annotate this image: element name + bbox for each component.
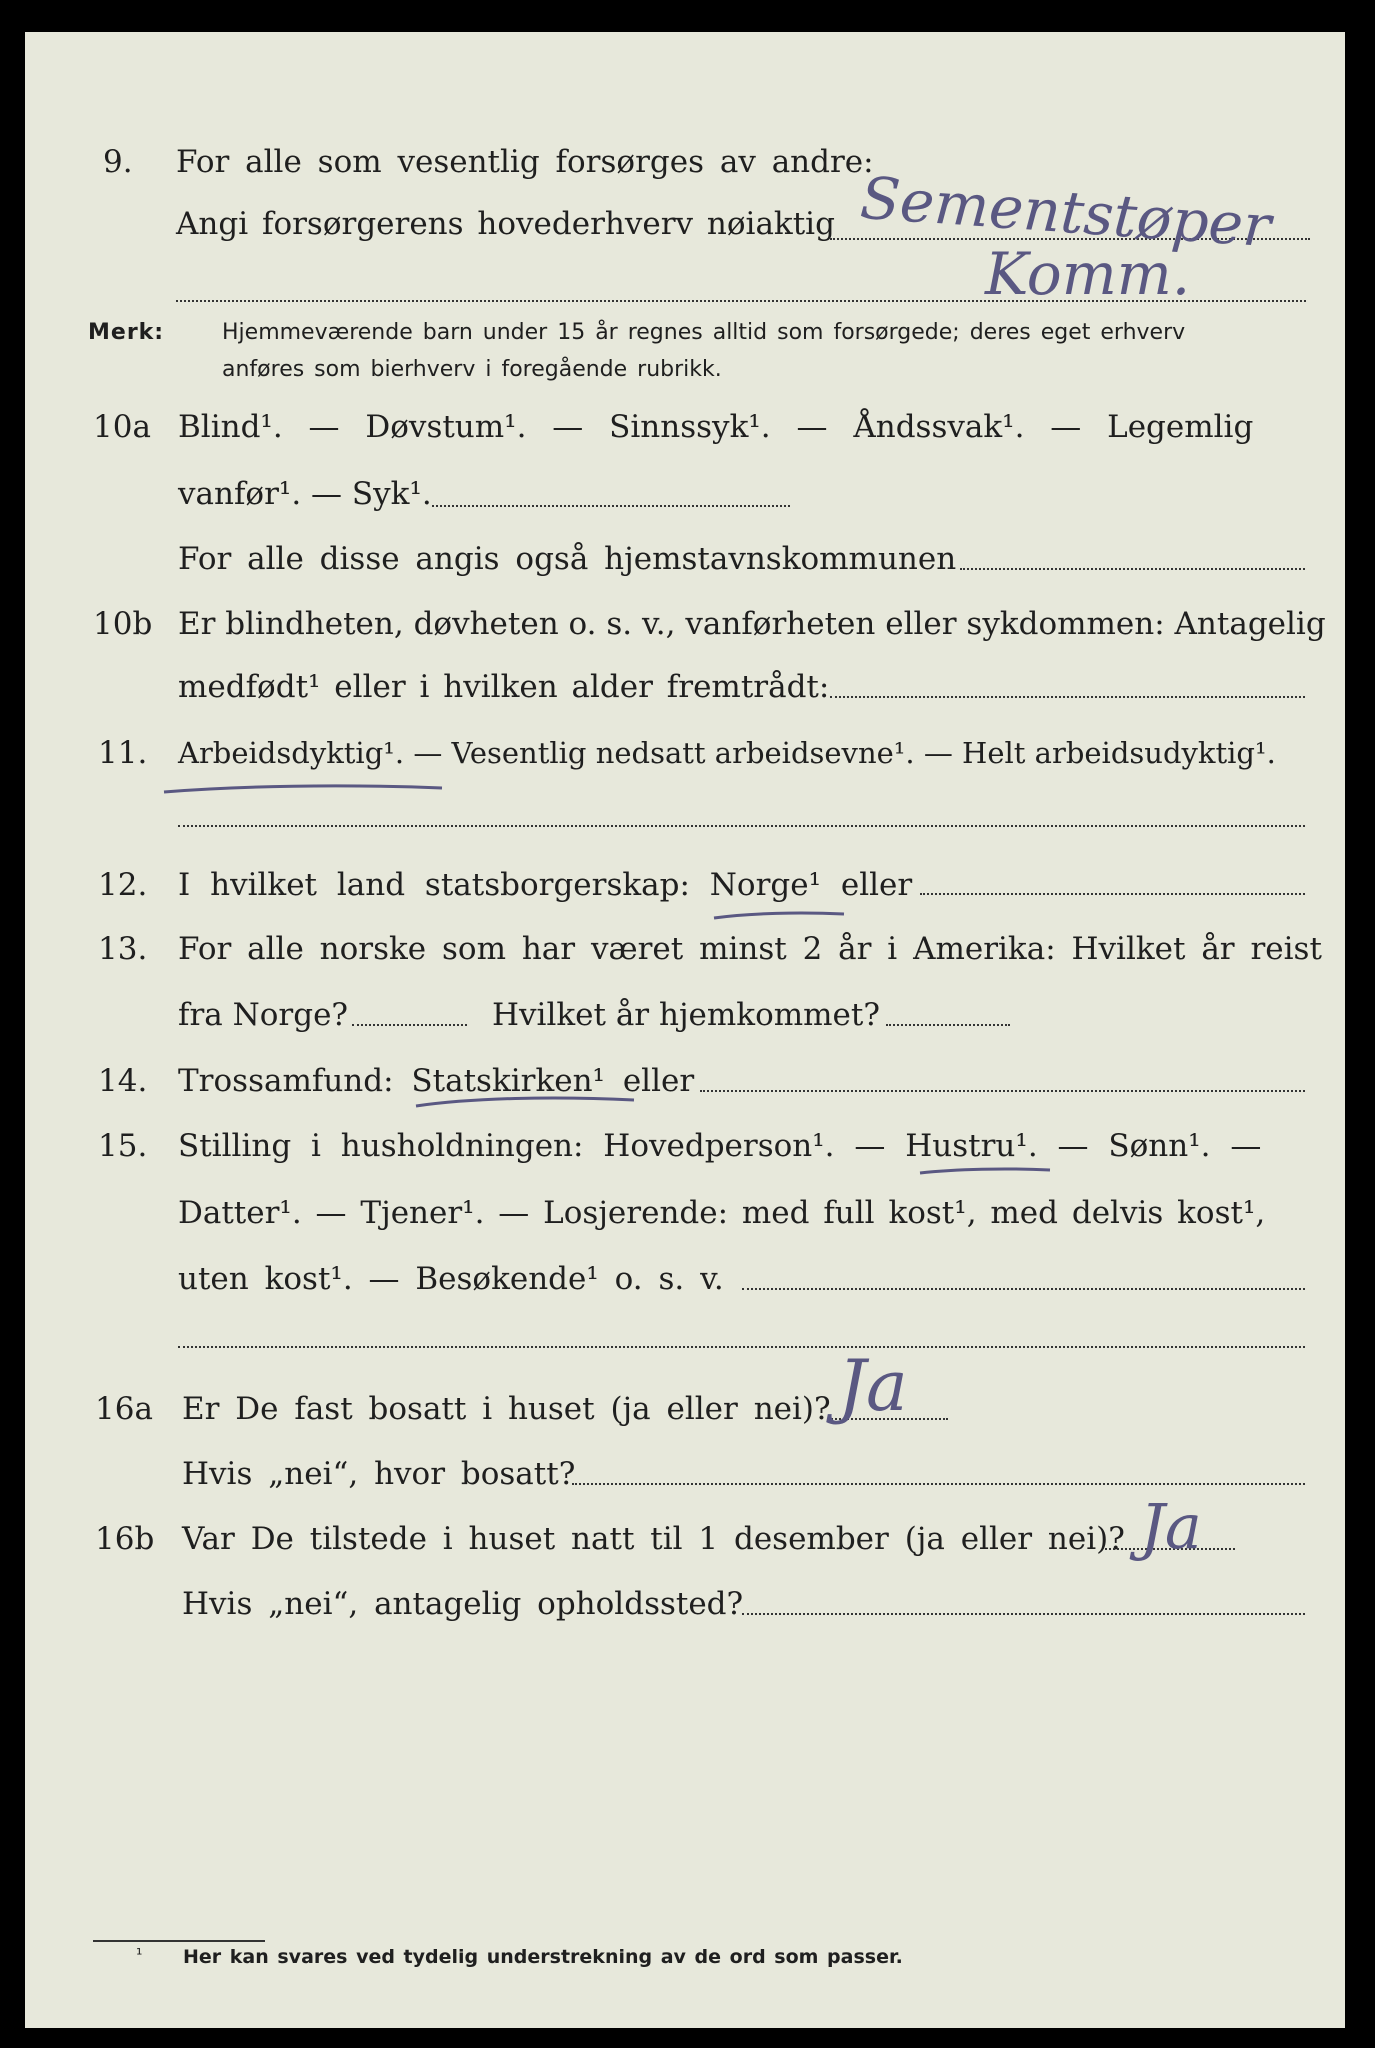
q15-second-answer-line [178,1346,1305,1348]
q16a-number: 16a [95,1391,153,1427]
q13-line2a: fra Norge? [178,997,349,1033]
q10b-line1: Er blindheten, døvheten o. s. v., vanførheten eller sykdommen: Antagelig [178,606,1326,642]
q12-underline-mark [710,906,850,922]
q13-line2b: Hvilket år hjemkommet? [492,997,880,1033]
q14-answer-line [700,1090,1305,1092]
q10a-line3: For alle disse angis også hjemstavnskommunen [178,541,957,577]
footnote-marker: ¹ [136,1945,143,1964]
q12-number: 12. [98,867,148,903]
q16b-line2: Hvis „nei“, antagelig opholdssted? [182,1586,744,1622]
q10a-line1: Blind¹. — Døvstum¹. — Sinnssyk¹. — Åndssvak¹. — Legemlig [178,409,1254,445]
q10b-number: 10b [93,606,153,642]
q16a-handwritten-answer: Ja [838,1345,908,1427]
q13-line1: For alle norske som har været minst 2 år i Amerika: Hvilket år reist [178,931,1322,967]
q11-underline-mark [160,778,450,798]
q9-handwritten-answer-1: Sementstøper [858,163,1274,261]
q15-line1: Stilling i husholdningen: Hovedperson¹. — Hustru¹. — Sønn¹. — [178,1128,1262,1164]
q12-answer-line [920,893,1305,895]
q9-handwritten-answer-2: Komm. [985,240,1191,308]
q16a-line2: Hvis „nei“, hvor bosatt? [182,1456,576,1492]
q10a-hometown-line [960,568,1305,570]
q16a-second-answer-line [572,1483,1305,1485]
merk-label: Merk: [88,320,165,345]
q10b-line2: medfødt¹ eller i hvilken alder fremtrådt: [178,669,830,705]
q14-underline-mark [412,1092,640,1112]
merk-line2: anføres som bierhverv i foregående rubrikk. [222,357,722,382]
q12-line1: I hvilket land statsborgerskap: Norge¹ eller [178,867,913,903]
q11-answer-line [178,825,1305,827]
q11-number: 11. [98,735,148,771]
q15-underline-mark [916,1163,1056,1177]
q9-number: 9. [103,144,133,180]
q13-left-answer-line [352,1024,467,1026]
q10a-answer-line [432,505,790,507]
q11-line1: Arbeidsdyktig¹. — Vesentlig nedsatt arbeidsevne¹. — Helt arbeidsudyktig¹. [178,736,1276,770]
q16b-number: 16b [95,1521,155,1557]
q16b-handwritten-answer: Ja [1140,1490,1202,1563]
q15-answer-line [742,1288,1305,1290]
q16a-line1: Er De fast bosatt i huset (ja eller nei)? [182,1391,831,1427]
q13-number: 13. [98,931,148,967]
q16b-line1: Var De tilstede i huset natt til 1 desember (ja eller nei)? [182,1521,1125,1557]
q10a-number: 10a [93,409,151,445]
q9-line1: For alle som vesentlig forsørges av andre: [176,144,874,180]
q10a-line2: vanfør¹. — Syk¹. [178,476,432,512]
merk-line1: Hjemmeværende barn under 15 år regnes alltid som forsørgede; deres eget erhverv [222,320,1186,345]
q15-line2: Datter¹. — Tjener¹. — Losjerende: med full kost¹, med delvis kost¹, [178,1195,1266,1231]
footnote-text: Her kan svares ved tydelig understrekning av de ord som passer. [183,1946,903,1968]
q15-number: 15. [98,1128,148,1164]
q10b-answer-line [830,696,1305,698]
q9-line2: Angi forsørgerens hovederhverv nøiaktig [176,206,835,242]
q15-line3: uten kost¹. — Besøkende¹ o. s. v. [178,1261,724,1297]
q14-number: 14. [98,1063,148,1099]
q16b-second-answer-line [742,1613,1305,1615]
q14-line1: Trossamfund: Statskirken¹ eller [178,1063,695,1099]
q13-right-answer-line [886,1024,1010,1026]
